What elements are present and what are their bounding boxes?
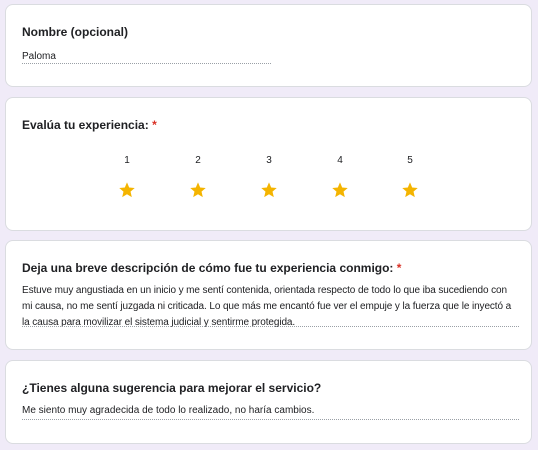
description-answer-line-2: mi causa, no me sentí juzgada ni criticada. Lo que más me encantó fue ver el empuje y la fuerza que le inyectó a xyxy=(22,301,512,312)
question-title-rating xyxy=(22,118,157,132)
star-icon[interactable] xyxy=(260,181,278,199)
rating-label-5: 5 xyxy=(407,155,413,166)
star-icon[interactable] xyxy=(331,181,349,199)
question-title-description-text: Deja una breve descripción de cómo fue tu experiencia conmigo: xyxy=(22,261,394,275)
required-asterisk: * xyxy=(152,118,157,132)
rating-option-5[interactable] xyxy=(395,155,425,199)
rating-option-1[interactable] xyxy=(112,155,142,199)
name-answer-underline xyxy=(22,63,271,64)
description-answer-line-3: la causa para movilizar el sistema judicial y sentirme protegida. xyxy=(22,317,296,328)
question-title-name: Nombre (opcional) xyxy=(22,25,129,39)
rating-label-4: 4 xyxy=(337,155,343,166)
star-icon[interactable] xyxy=(118,181,136,199)
name-answer[interactable]: Paloma xyxy=(22,51,56,62)
star-icon[interactable] xyxy=(189,181,207,199)
rating-label-2: 2 xyxy=(195,155,201,166)
suggestions-answer[interactable]: Me siento muy agradecida de todo lo realizado, no haría cambios. xyxy=(22,405,315,416)
rating-option-4[interactable] xyxy=(325,155,355,199)
question-card-name xyxy=(5,4,532,87)
question-card-suggestions xyxy=(5,360,532,444)
suggestions-answer-underline xyxy=(22,419,519,420)
question-card-rating xyxy=(5,97,532,231)
rating-option-2[interactable] xyxy=(183,155,213,199)
description-answer[interactable] xyxy=(22,283,522,331)
star-icon[interactable] xyxy=(401,181,419,199)
question-title-suggestions: ¿Tienes alguna sugerencia para mejorar el servicio? xyxy=(22,381,322,395)
question-card-description xyxy=(5,240,532,350)
rating-option-3[interactable] xyxy=(254,155,284,199)
description-answer-underline xyxy=(22,326,519,327)
rating-label-1: 1 xyxy=(124,155,130,166)
required-asterisk: * xyxy=(396,261,402,275)
question-title-description xyxy=(22,261,401,275)
question-title-rating-text: Evalúa tu experiencia: xyxy=(22,118,149,132)
description-answer-line-1: Estuve muy angustiada en un inicio y me sentí contenida, orientada respecto de todo lo que iba sucediendo con xyxy=(22,285,507,296)
rating-label-3: 3 xyxy=(266,155,272,166)
